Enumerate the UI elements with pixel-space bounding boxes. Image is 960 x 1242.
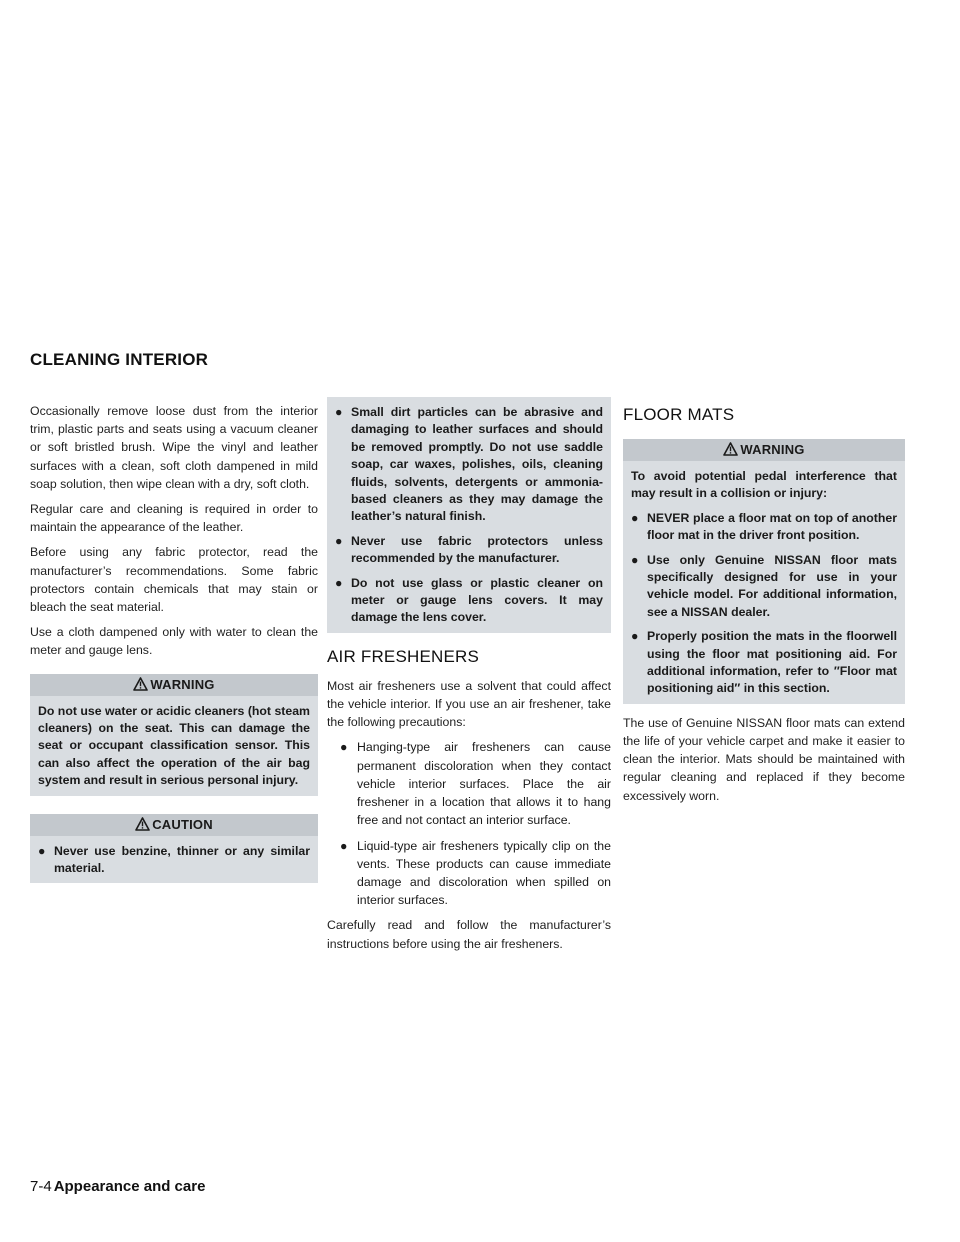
list-item: ● Hanging-type air fresheners can cause permanent discoloration when they contact vehicle interior surfaces. Place the air freshener in a location that allows it to hang free and not contact an interior surface. (340, 740, 611, 828)
warning-bullet: ● NEVER place a floor mat on top of another floor mat in the driver front position. (631, 510, 897, 543)
warning-box (30, 674, 318, 796)
bullet-icon: ● (340, 838, 348, 853)
column-3 (623, 397, 905, 812)
bullet-icon: ● (335, 533, 343, 548)
bullet-icon: ● (335, 405, 343, 419)
bullet-icon: ● (631, 629, 639, 644)
warning-text: Do not use water or acidic cleaners (hot steam cleaners) on the seat. This can damage the seat or occupant classification sensor. This can also affect the operation of the air bag system and result in serious personal injury. (38, 703, 310, 788)
bullet-icon: ● (631, 510, 639, 525)
list-item: ● Liquid-type air fresheners typically clip on the vents. These products can cause immediate damage and discoloration when spilled on interior surfaces. (340, 838, 611, 908)
column-2 (327, 397, 611, 960)
caution-bullet: ● Small dirt particles can be abrasive and damaging to leather surfaces and should be removed promptly. Do not use saddle soap, car waxes, polishes, oils, cleaning fluids, solvents, detergents or ammonia-based cleaners as they may damage the leather’s natural finish. (335, 405, 603, 524)
paragraph: The use of Genuine NISSAN floor mats can extend the life of your vehicle carpet and make it easier to clean the interior. Mats should be maintained with regular cleaning and replaced if they become excessively worn. (623, 715, 905, 803)
bullet-icon: ● (631, 552, 639, 567)
warning-triangle-icon (723, 441, 738, 463)
paragraph: Regular care and cleaning is required in order to maintain the appearance of the leather. (30, 502, 318, 535)
warning-bullet: ● Use only Genuine NISSAN floor mats specifically designed for use in your vehicle model. For additional information, see a NISSAN dealer. (631, 552, 897, 619)
warning-box (623, 439, 905, 704)
bullet-icon: ● (38, 843, 46, 858)
section-title: CLEANING INTERIOR (30, 350, 209, 369)
floor-mats-heading: FLOOR MATS (623, 405, 735, 424)
warning-header (623, 439, 905, 461)
caution-title: CAUTION (152, 816, 213, 832)
paragraph: Occasionally remove loose dust from the interior trim, plastic parts and seats using a vacuum cleaner or soft bristled brush. Wipe the vinyl and leather surfaces with a clean, soft cloth dampened in mild soap solution, then wipe clean with a dry, soft cloth. (30, 404, 318, 491)
paragraph: Use a cloth dampened only with water to clean the meter and gauge lens. (30, 625, 318, 658)
caution-bullet: ● Never use benzine, thinner or any similar material. (38, 843, 310, 876)
column-1 (30, 402, 318, 893)
page-footer (30, 1178, 205, 1195)
paragraph: Before using any fabric protector, read the manufacturer’s recommendations. Some fabric protectors contain chemicals that may stain or bleach the seat material. (30, 545, 318, 615)
warning-intro: To avoid potential pedal interference that may result in a collision or injury: (631, 469, 897, 501)
warning-bullet: ● Properly position the mats in the floorwell using the floor mat positioning aid. For additional information, refer to ″Floor mat positioning aid″ in this section. (631, 629, 897, 696)
caution-header (30, 814, 318, 836)
bullet-icon: ● (340, 740, 348, 755)
bullet-icon: ● (335, 575, 343, 590)
warning-triangle-icon (133, 676, 148, 698)
continued-caution-box (327, 397, 611, 633)
warning-title: WARNING (150, 676, 215, 692)
warning-triangle-icon (135, 816, 150, 838)
caution-bullet: ● Never use fabric protectors unless recommended by the manufacturer. (335, 533, 603, 566)
paragraph: Most air fresheners use a solvent that could affect the vehicle interior. If you use an air freshener, take the following precautions: (327, 678, 611, 730)
page-number: 7-4 (30, 1178, 52, 1195)
chapter-title: Appearance and care (53, 1178, 206, 1195)
paragraph: Carefully read and follow the manufacturer’s instructions before using the air fresheners. (327, 918, 611, 951)
air-fresheners-heading: AIR FRESHENERS (327, 646, 480, 666)
caution-bullet: ● Do not use glass or plastic cleaner on meter or gauge lens covers. It may damage the lens cover. (335, 575, 603, 625)
warning-header (30, 674, 318, 696)
caution-box (30, 814, 318, 884)
warning-title: WARNING (740, 442, 805, 457)
